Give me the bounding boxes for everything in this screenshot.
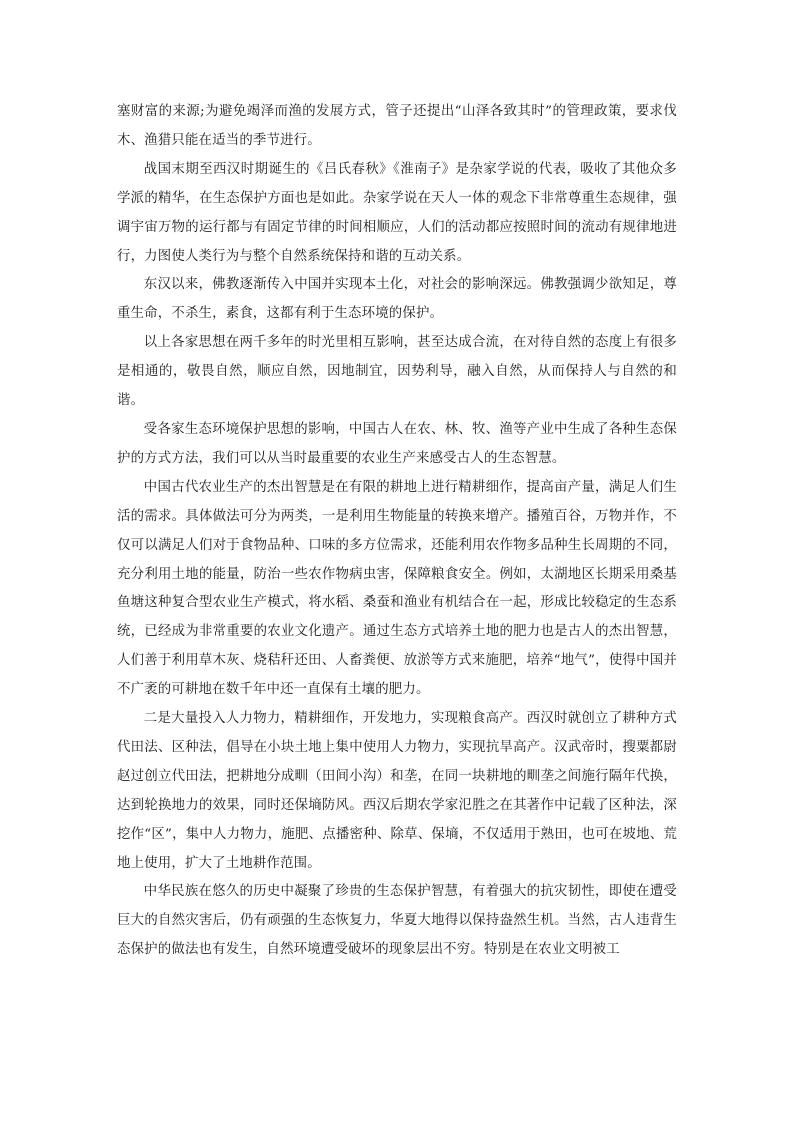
document-page xyxy=(117,98,677,965)
paragraph-schools-converge: 以上各家思想在两千多年的时光里相互影响，甚至达成合流，在对待自然的态度上有很多是相通的，敬畏自然，顺应自然，因地制宜，因势利导，融入自然，从而保持人与自然的和谐。 xyxy=(117,335,677,409)
paragraph-continued: 塞财富的来源;为避免竭泽而渔的发展方式，管子还提出“山泽各致其时”的管理政策，要求伐木、渔猎只能在适当的季节进行。 xyxy=(117,104,677,148)
paragraph-conclusion: 中华民族在悠久的历史中凝聚了珍贵的生态保护智慧，有着强大的抗灾韧性，即使在遭受巨大的自然灾害后，仍有顽强的生态恢复力，华夏大地得以保持盎然生机。当然，古人违背生态保护的做法也有发生，自然环境遭受破坏的现象层出不穷。特别是在农业文明被工 xyxy=(117,884,677,958)
paragraph-ecological-methods: 受各家生态环境保护思想的影响，中国古人在农、林、牧、渔等产业中生成了各种生态保护的方式方法，我们可以从当时最重要的农业生产来感受古人的生态智慧。 xyxy=(117,421,677,466)
paragraph-eclectic-school: 战国末期至西汉时期诞生的《吕氏春秋》《淮南子》是杂家学说的代表，吸收了其他众多学派的精华，在生态保护方面也是如此。杂家学说在天人一体的观念下非常尊重生态规律，强调宇宙万物的运行都与有固定节律的时间相顺应，人们的活动都应按照时间的流动有规律地进行，力图使人类行为与整个自然系统保持和谐的互动关系。 xyxy=(117,161,677,264)
paragraph-buddhism: 东汉以来，佛教逐渐传入中国并实现本土化，对社会的影响深远。佛教强调少欲知足，尊重生命，不杀生，素食，这都有利于生态环境的保护。 xyxy=(117,277,677,322)
paragraph-agriculture-second: 二是大量投入人力物力，精耕细作，开发地力，实现粮食高产。西汉时就创立了耕种方式代田法、区种法，倡导在小块土地上集中使用人力物力，实现抗旱高产。汉武帝时，搜粟都尉赵过创立代田法，把耕地分成甽（田间小沟）和垄，在同一块耕地的甽垄之间施行隔年代换，达到轮换地力的效果，同时还保墒防风。西汉后期农学家氾胜之在其著作中记载了区种法，深挖作“区”，集中人力物力，施肥、点播密种、除草、保墒，不仅适用于熟田，也可在坡地、荒地上使用，扩大了土地耕作范围。 xyxy=(117,711,677,871)
paragraph-agriculture-first: 中国古代农业生产的杰出智慧是在有限的耕地上进行精耕细作，提高亩产量，满足人们生活的需求。具体做法可分为两类，一是利用生物能量的转换来增产。播殖百谷，万物并作，不仅可以满足人们对于食物品种、口味的多方位需求，还能利用农作物多品种生长周期的不同，充分利用土地的能量，防治一些农作物病虫害，保障粮食安全。例如，太湖地区长期采用桑基鱼塘这种复合型农业生产模式，将水稻、桑蚕和渔业有机结合在一起，形成比较稳定的生态系统，已经成为非常重要的农业文化遗产。通过生态方式培养土地的肥力也是古人的杰出智慧，人们善于利用草木灰、烧秸秆还田、人畜粪便、放淤等方式来施肥，培养“地气”，使得中国并不广袤的可耕地在数千年中还一直保有土壤的肥力。 xyxy=(117,479,677,698)
